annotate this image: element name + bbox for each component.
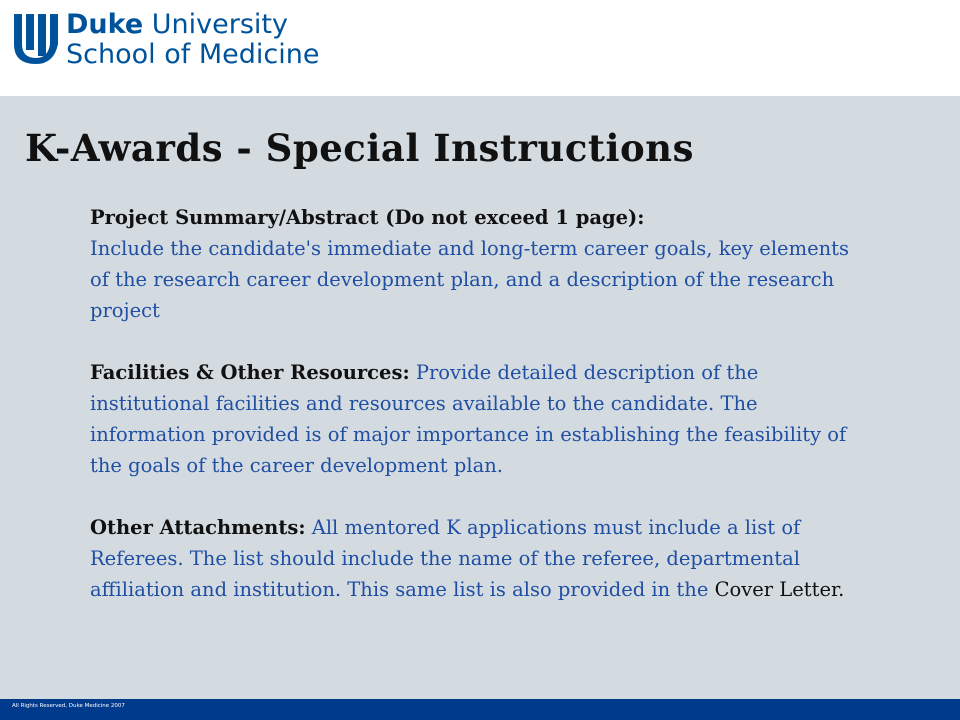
section-facilities bbox=[90, 357, 850, 481]
cover-letter-text: Cover Letter. bbox=[714, 578, 845, 601]
logo-wordmark bbox=[66, 10, 319, 70]
slide-content bbox=[0, 96, 960, 699]
footer-bar bbox=[0, 699, 960, 720]
logo-school: School of Medicine bbox=[66, 39, 320, 70]
logo-duke: Duke bbox=[66, 9, 144, 40]
copyright-text: All Rights Reserved, Duke Medicine 2007 bbox=[12, 703, 125, 709]
section-label: Facilities & Other Resources: bbox=[90, 361, 410, 384]
section-project-summary bbox=[90, 202, 850, 326]
duke-shield-logo-icon bbox=[14, 14, 58, 66]
slide-title: K-Awards - Special Instructions bbox=[25, 126, 694, 170]
header bbox=[0, 0, 960, 96]
section-other-attachments bbox=[90, 512, 850, 605]
section-text: Provide detailed description of the institutional facilities and resources available to the candidate. The information provided is of major importance in establishing the feasibility of the goals of the career development plan. bbox=[90, 361, 847, 477]
slide-body bbox=[90, 202, 850, 636]
section-label: Project Summary/Abstract (Do not exceed 1 page): bbox=[90, 206, 645, 229]
section-label: Other Attachments: bbox=[90, 516, 306, 539]
section-text: Include the candidate's immediate and long-term career goals, key elements of the research career development plan, and a description of the research project bbox=[90, 237, 850, 322]
section-text: All mentored K applications must include a list of Referees. The list should include the name of the referee, departmental affiliation and institution. This same list is also provided in the bbox=[90, 516, 801, 601]
logo-university: University bbox=[151, 9, 288, 40]
